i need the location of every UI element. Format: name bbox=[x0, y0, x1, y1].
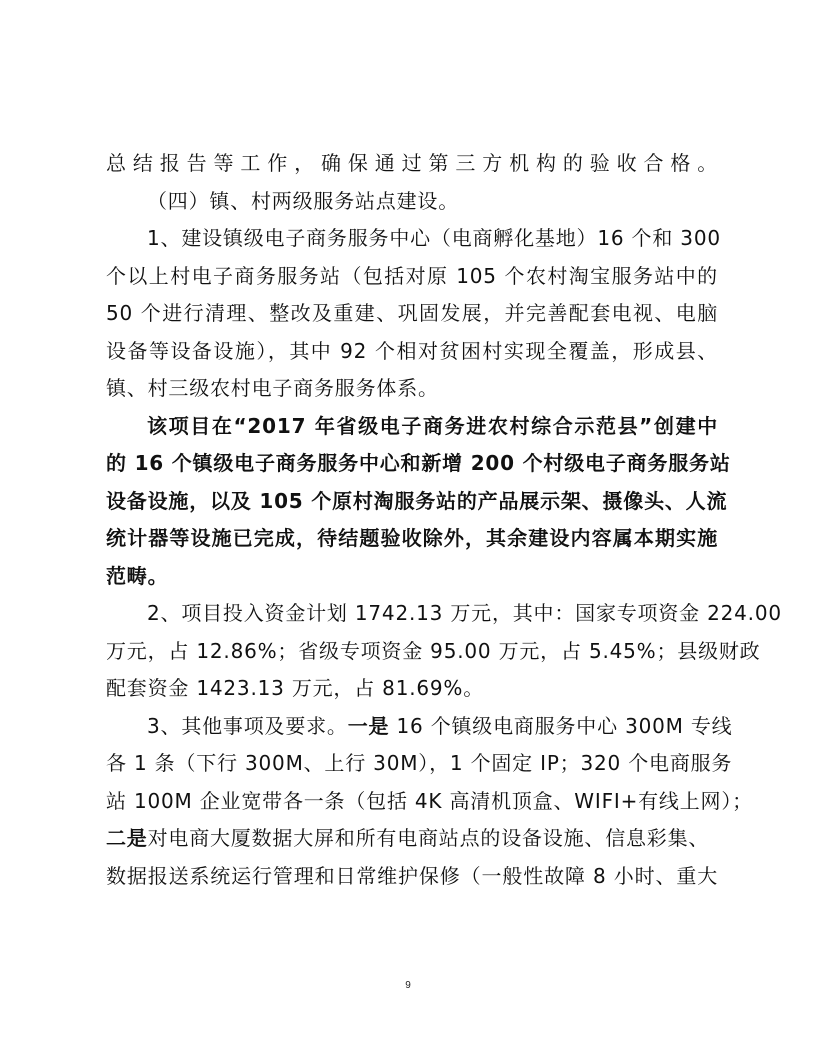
item-3-second-text: 对电商大厦数据大屏和所有电商站点的设备设施、信息彩集、 bbox=[147, 826, 710, 850]
emphasis-second: 二是 bbox=[106, 826, 148, 850]
paragraph-line bbox=[106, 820, 718, 858]
document-page bbox=[106, 145, 782, 895]
bold-paragraph-line: 统计器等设施已完成，待结题验收除外，其余建设内容属本期实施 bbox=[106, 526, 718, 550]
paragraph-line: 配套资金 1423.13 万元，占 81.69%。 bbox=[106, 676, 485, 700]
emphasis-first: 一是 bbox=[347, 713, 390, 738]
bold-paragraph-line: 设备设施，以及 105 个原村淘服务站的产品展示架、摄像头、人流 bbox=[106, 488, 728, 513]
item-3-lead: 3、其他事项及要求。 bbox=[147, 713, 348, 738]
page-number: 9 bbox=[405, 980, 411, 991]
item-3-rest: 16 个镇级电商服务中心 300M 专线 bbox=[389, 713, 733, 738]
paragraph-line: 数据报送系统运行管理和日常维护保修（一般性故障 8 小时、重大 bbox=[106, 863, 718, 888]
paragraph-line: 50 个进行清理、整改及重建、巩固发展，并完善配套电视、电脑 bbox=[106, 301, 718, 325]
paragraph-line: 1、建设镇级电子商务服务中心（电商孵化基地）16 个和 300 bbox=[147, 226, 721, 250]
bold-paragraph-line: 该项目在“2017 年省级电子商务进农村综合示范县”创建中 bbox=[147, 413, 718, 438]
paragraph-line: 设备等设备设施），其中 92 个相对贫困村实现全覆盖，形成县、 bbox=[106, 338, 718, 363]
section-heading: （四）镇、村两级服务站点建设。 bbox=[147, 188, 459, 213]
paragraph-line: 2、项目投入资金计划 1742.13 万元，其中：国家专项资金 224.00 bbox=[147, 601, 782, 625]
paragraph-line: 镇、村三级农村电子商务服务体系。 bbox=[106, 376, 439, 400]
paragraph-line: 站 100M 企业宽带各一条（包括 4K 高清机顶盒、WIFI+有线上网）； bbox=[106, 788, 753, 813]
paragraph-line bbox=[106, 708, 733, 746]
paragraph-line: 个以上村电子商务服务站（包括对原 105 个农村淘宝服务站中的 bbox=[106, 263, 718, 288]
bold-paragraph-line: 的 16 个镇级电子商务服务中心和新增 200 个村级电子商务服务站 bbox=[106, 451, 731, 475]
bold-paragraph-line: 范畴。 bbox=[106, 563, 169, 588]
paragraph-line: 各 1 条（下行 300M、上行 30M），1 个固定 IP；320 个电商服务 bbox=[106, 751, 733, 775]
paragraph-line: 总结报告等工作，确保通过第三方机构的验收合格。 bbox=[106, 151, 718, 175]
paragraph-line: 万元，占 12.86%；省级专项资金 95.00 万元，占 5.45%；县级财政 bbox=[106, 638, 761, 663]
